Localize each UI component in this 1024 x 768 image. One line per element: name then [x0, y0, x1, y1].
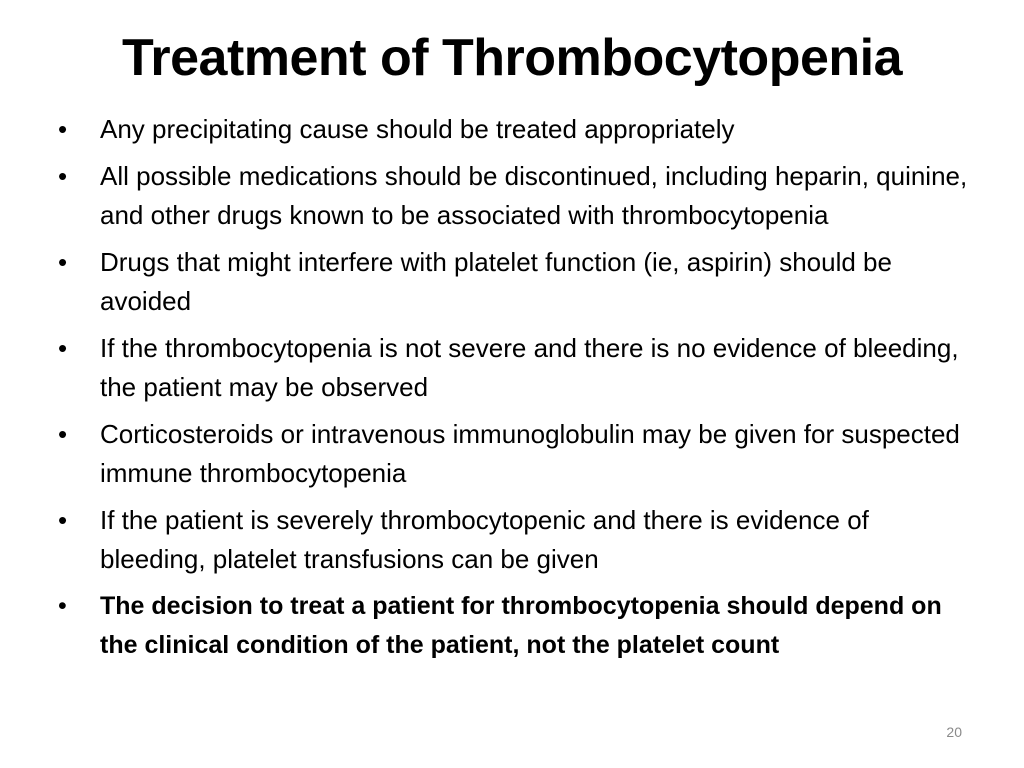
- slide-title: Treatment of Thrombocytopenia: [121, 29, 903, 87]
- bullet-dot-icon: •: [58, 419, 68, 449]
- bullet-text: Any precipitating cause should be treated appropriately: [100, 114, 735, 144]
- bullet-dot-icon: •: [58, 114, 68, 144]
- bullet-item: [56, 329, 976, 407]
- bullet-dot-icon: •: [58, 247, 68, 277]
- bullet-text: Corticosteroids or intravenous immunoglobulin may be given for suspected immune thrombocytopenia: [100, 419, 960, 488]
- bullet-text: The decision to treat a patient for thrombocytopenia should depend on the clinical condition of the patient, not the platelet count: [100, 592, 942, 659]
- bullet-item: [56, 501, 976, 579]
- bullet-item: [56, 110, 976, 149]
- bullet-text: All possible medications should be discontinued, including heparin, quinine, and other drugs known to be associated with thrombocytopenia: [100, 161, 968, 230]
- bullet-dot-icon: •: [58, 333, 68, 363]
- bullet-text: If the thrombocytopenia is not severe and there is no evidence of bleeding, the patient may be observed: [100, 333, 959, 402]
- bullet-dot-icon: •: [58, 505, 68, 535]
- bullet-list: [56, 110, 976, 673]
- page-number: 20: [946, 724, 962, 740]
- bullet-dot-icon: •: [58, 161, 68, 191]
- bullet-item-emphasized: [56, 587, 976, 665]
- bullet-text: If the patient is severely thrombocytopenic and there is evidence of bleeding, platelet transfusions can be given: [100, 505, 869, 574]
- bullet-text: Drugs that might interfere with platelet function (ie, aspirin) should be avoided: [100, 247, 892, 316]
- bullet-dot-icon: •: [58, 592, 67, 620]
- bullet-item: [56, 243, 976, 321]
- bullet-item: [56, 157, 976, 235]
- bullet-item: [56, 415, 976, 493]
